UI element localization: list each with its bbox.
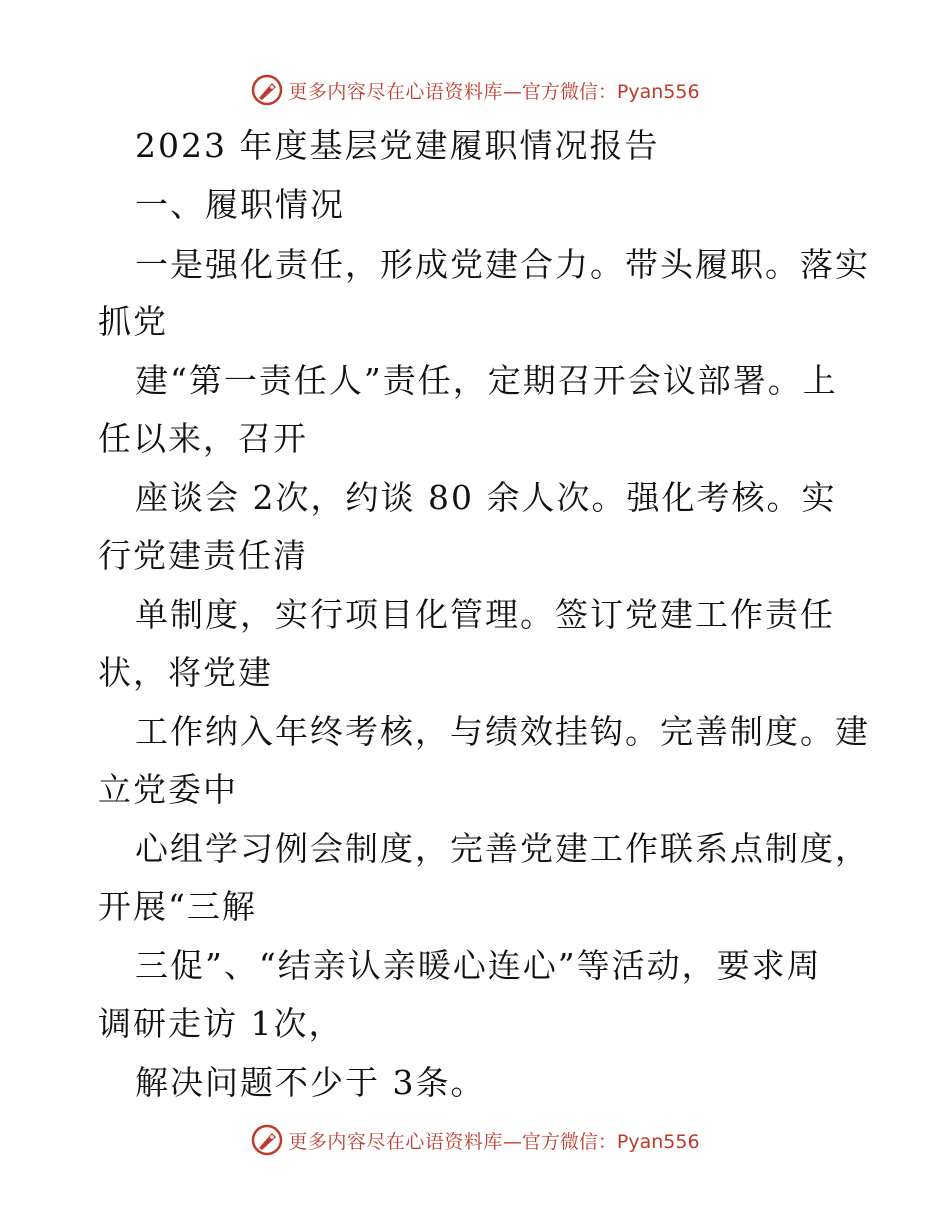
paragraph-line: 座谈会 2次，约谈 80 余人次。强化考核。实 xyxy=(135,478,837,517)
watermark-main-text: 更多内容尽在心语资料库 xyxy=(288,1130,503,1153)
document-title: 2023 年度基层党建履职情况报告 xyxy=(135,126,660,165)
paragraph-line: 行党建责任清 xyxy=(98,536,308,575)
paragraph-line: 解决问题不少于 3条。 xyxy=(135,1063,486,1102)
watermark-tail-text: —官方微信：Pyan556 xyxy=(502,1130,700,1153)
paragraph-line: 开展“三解 xyxy=(98,887,257,926)
paragraph-line: 三促”、“结亲认亲暖心连心”等活动，要求周 xyxy=(135,946,822,985)
header-watermark xyxy=(0,70,950,110)
paragraph-line: 状，将党建 xyxy=(98,653,273,692)
paragraph-line: 建“第一责任人”责任，定期召开会议部署。上 xyxy=(135,361,838,400)
paragraph-line: 调研走访 1次， xyxy=(98,1004,344,1043)
paragraph-line: 心组学习例会制度，完善党建工作联系点制度， xyxy=(135,829,870,868)
pen-nib-logo-icon xyxy=(250,73,284,107)
pen-nib-logo-icon xyxy=(250,1123,284,1157)
watermark-tail-text: —官方微信：Pyan556 xyxy=(502,80,700,103)
paragraph-line: 一是强化责任，形成党建合力。带头履职。落实 xyxy=(135,245,870,284)
paragraph-line: 抓党 xyxy=(98,302,168,341)
paragraph-line: 立党委中 xyxy=(98,770,238,809)
paragraph-line: 任以来，召开 xyxy=(98,419,308,458)
section-heading: 一、履职情况 xyxy=(135,185,345,224)
paragraph-line: 单制度，实行项目化管理。签订党建工作责任 xyxy=(135,595,835,634)
paragraph-line: 工作纳入年终考核，与绩效挂钩。完善制度。建 xyxy=(135,712,870,751)
footer-watermark xyxy=(0,1120,950,1160)
watermark-main-text: 更多内容尽在心语资料库 xyxy=(288,80,503,103)
